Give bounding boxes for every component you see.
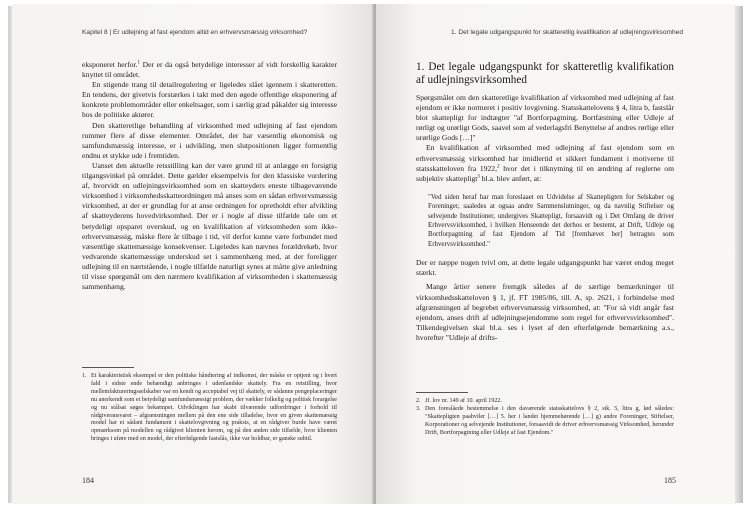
block-quote: [428, 193, 674, 249]
footnote-text: Jf. lov nr. 149 af 10. april 1922.: [425, 398, 503, 404]
quote-text: "Ved siden heraf har man foreslaaet en Udvidelse af Skattepligten for Selskaber og Foreninger, saaledes at ogsaa andre Sammenslutninger, og da navnlig Stiftelser og selvejende Institutioner, undergives Skattepligt, forsaavidt og i Det Omfang de driver Erhvervsvirksomhed, i hvilken Henseende det derhos er bestemt, at Drift, Udleje og Bortforpagtning af fast Ejendom af Tid [fremhævet her] betragtes som Erhvervsvirksomhed.": [428, 193, 674, 248]
paragraph-text: eksponeret herfor.: [82, 60, 138, 69]
running-head-left: Kapitel 8 | Er udlejning af fast ejendom altid en erhvervsmæssig virksomhed?: [82, 29, 308, 36]
right-page: [376, 4, 738, 504]
paragraph: [82, 60, 337, 80]
right-body-text: [416, 61, 674, 343]
paragraph: Mange årtier senere fremgik således af de særlige bemærkninger til virksomhedsskatteloven § 1, jf. FT 1985/86, till. A, sp. 2621, i forbindelse med afgrænsningen af begrebet erhvervsmæssig virksomhed, at: "For så vidt angår fast ejendom, anses drift af udlejningsejendomme som regel for erhvervsvirksomhed". Tilkendegivelsen skal bl.a. ses i lyset af den efterfølgende bemærkning a.s., hvorefter "Udleje af drifts-: [416, 282, 674, 342]
left-body-text: [82, 60, 337, 292]
page-number-right: 185: [664, 476, 676, 485]
footnotes-left: [82, 373, 337, 444]
footnote-rule: [82, 367, 134, 368]
footnote: [82, 373, 337, 444]
paragraph-text: En kvalifikation af virksomhed med udlejning af fast ejendom som en erhvervsmæssig virksomhed har imidlertid et sikkert fundament i motiverne til statsskatteloven fra 1922,: [416, 143, 674, 173]
footnote: [416, 406, 674, 438]
paragraph: [416, 143, 674, 183]
section-heading: 1. Det legale udgangspunkt for skatteretlig kvalifikation af udlejningsvirksomhed: [416, 61, 674, 86]
left-page: [12, 4, 374, 504]
page-stack-right: [735, 6, 743, 503]
paragraph-text: hvor det i tilknytning til en ændring af reglerne om subjektiv skattepligt: [416, 163, 674, 183]
footnote-number: 3.: [416, 405, 421, 412]
footnote-ref: 3: [477, 174, 480, 180]
footnote-text: Et karakteristisk eksempel er den politiske håndtering af indkomst, der måske er optjent og i hvert fald i sidste ende behændigt anbringes i udenlandske skattely. Fra en retstilling, hvor mellemfaktureringsselskaber var en kendt og acceptabel vej til skattely, er sådanne pengeplaceringer nu anerkendt som et betydeligt samfundsmæssigt problem, der vækker folkelig og politisk forargelse og nu stålsat søges bekæmpet. Udviklingen har skabt tilværende udfordringer i forhold til rådgiveransvaret – afgrænsningen mellem på den ene side tilladelse, hvor en given skattemæssig model har et sådant fundament i skattelovgivning og praksis, at en rådgiver burde have været opmærksom på modellen og rådgivet klienten herom, og på den anden side tilfælde, hvor klienten bringes i uføre med en model, der efterfølgende fastslås, ikke var holdbar, er ganske subtil.: [91, 373, 337, 443]
paragraph: Den skatteretlige behandling af virksomhed med udlejning af fast ejendom rummer flere af disse elementer. Området, der har væsentlig økonomisk og samfundsmæssig interesse, er i udvikling, men slutpositionen ligger formentlig endnu et stykke ude i fremtiden.: [82, 120, 337, 160]
footnote-number: 2.: [416, 398, 421, 404]
footnote: [416, 398, 674, 406]
paragraph: Spørgsmålet om den skatteretlige kvalifikation af virksomhed med udlejning af fast ejendom er ikke normeret i positiv lovgivning. Statsskattelovens § 4, litra b, fastslår blot skattepligt for indtægter "af Bortforpagtning, Bortfæstning eller Udleje af rørligt og urørligt Gods, saavel som af vederlagsfri Benyttelse af andres rørlige eller urørlige Gods […]": [416, 93, 674, 143]
paragraph-text: bl.a. blev anført, at:: [479, 173, 542, 183]
footnote-ref: 1: [137, 60, 141, 66]
paragraph: Uanset den aktuelle retsstilling kan der være grund til at anlægge en forsigtig tilgangsvinkel på området. Dette gælder eksempelvis for den klassiske vurdering af, hvorvidt en udlejningsvirksomhed som en skatteyders eneste tilbageværende virksomhed i virksomhedsskatteordningen må anses som en sådan erhvervsmæssig virksomhed, at der er grundlag for at anse ordningen for opretholdt efter afvikling af skatteyderens hovedvirksomhed. Der er i nogle af disse tilfælde tale om et betydeligt opsparet overskud, og en kvalifikation af virksomheden som ikke-erhvervsmæssig, måske flere år tilbage i tid, vil derfor kunne være forbundet med væsentlige skattemæssige konsekvenser. Ligeledes kan nævnes forældrekøb, hvor vedvarende skattemæssige underskud set i sammenhæng med, at der foreligger udlejning til en nærtstående, i nogle tilfælde naturligt synes at måtte give anledning til visse spørgsmål om den nærmere kvalifikation af virksomheden i skattemæssig sammenhæng.: [82, 160, 337, 292]
footnote-number: 1.: [82, 373, 87, 379]
paragraph: Der er næppe nogen tvivl om, at dette legale udgangspunkt har været endog meget stærkt.: [416, 258, 674, 278]
running-head-right: 1. Det legale udgangspunkt for skatteretlig kvalifikation af udlejningsvirksomhed: [450, 29, 683, 36]
footnotes-right: [416, 398, 674, 438]
footnote-rule: [416, 392, 468, 393]
page-number-left: 184: [82, 476, 94, 485]
paragraph: En stigende trang til detailregulering er ligeledes slået igennem i skatteretten. En tendens, der givetvis forstærkes i takt med den øgede offentlige eksponering af konkrete problemområder eller enkeltsager, som i særlig grad påkalder sig interesse hos de politiske aktører.: [82, 80, 337, 120]
footnote-ref: 2: [497, 164, 500, 170]
footnote-text: Den foreslåede bestemmelse i den daværende statsskattelovs § 2, stk. 5, litra g, lød således: "Skattepligten paahviler […] 5. her i landet hjemmehørende […] g) andre Foreninger, Stiftelser, Korporationer og selvejende Institutioner, forsaavidt de driver erhvervsmæssig Virksomhed, herunder Drift, Bortforpagtning eller Udleje af fast Ejendom.": [425, 405, 674, 436]
paragraph-text: Der er da også betydelige interesser af vidt forskellig karakter knyttet til området.: [82, 60, 337, 80]
